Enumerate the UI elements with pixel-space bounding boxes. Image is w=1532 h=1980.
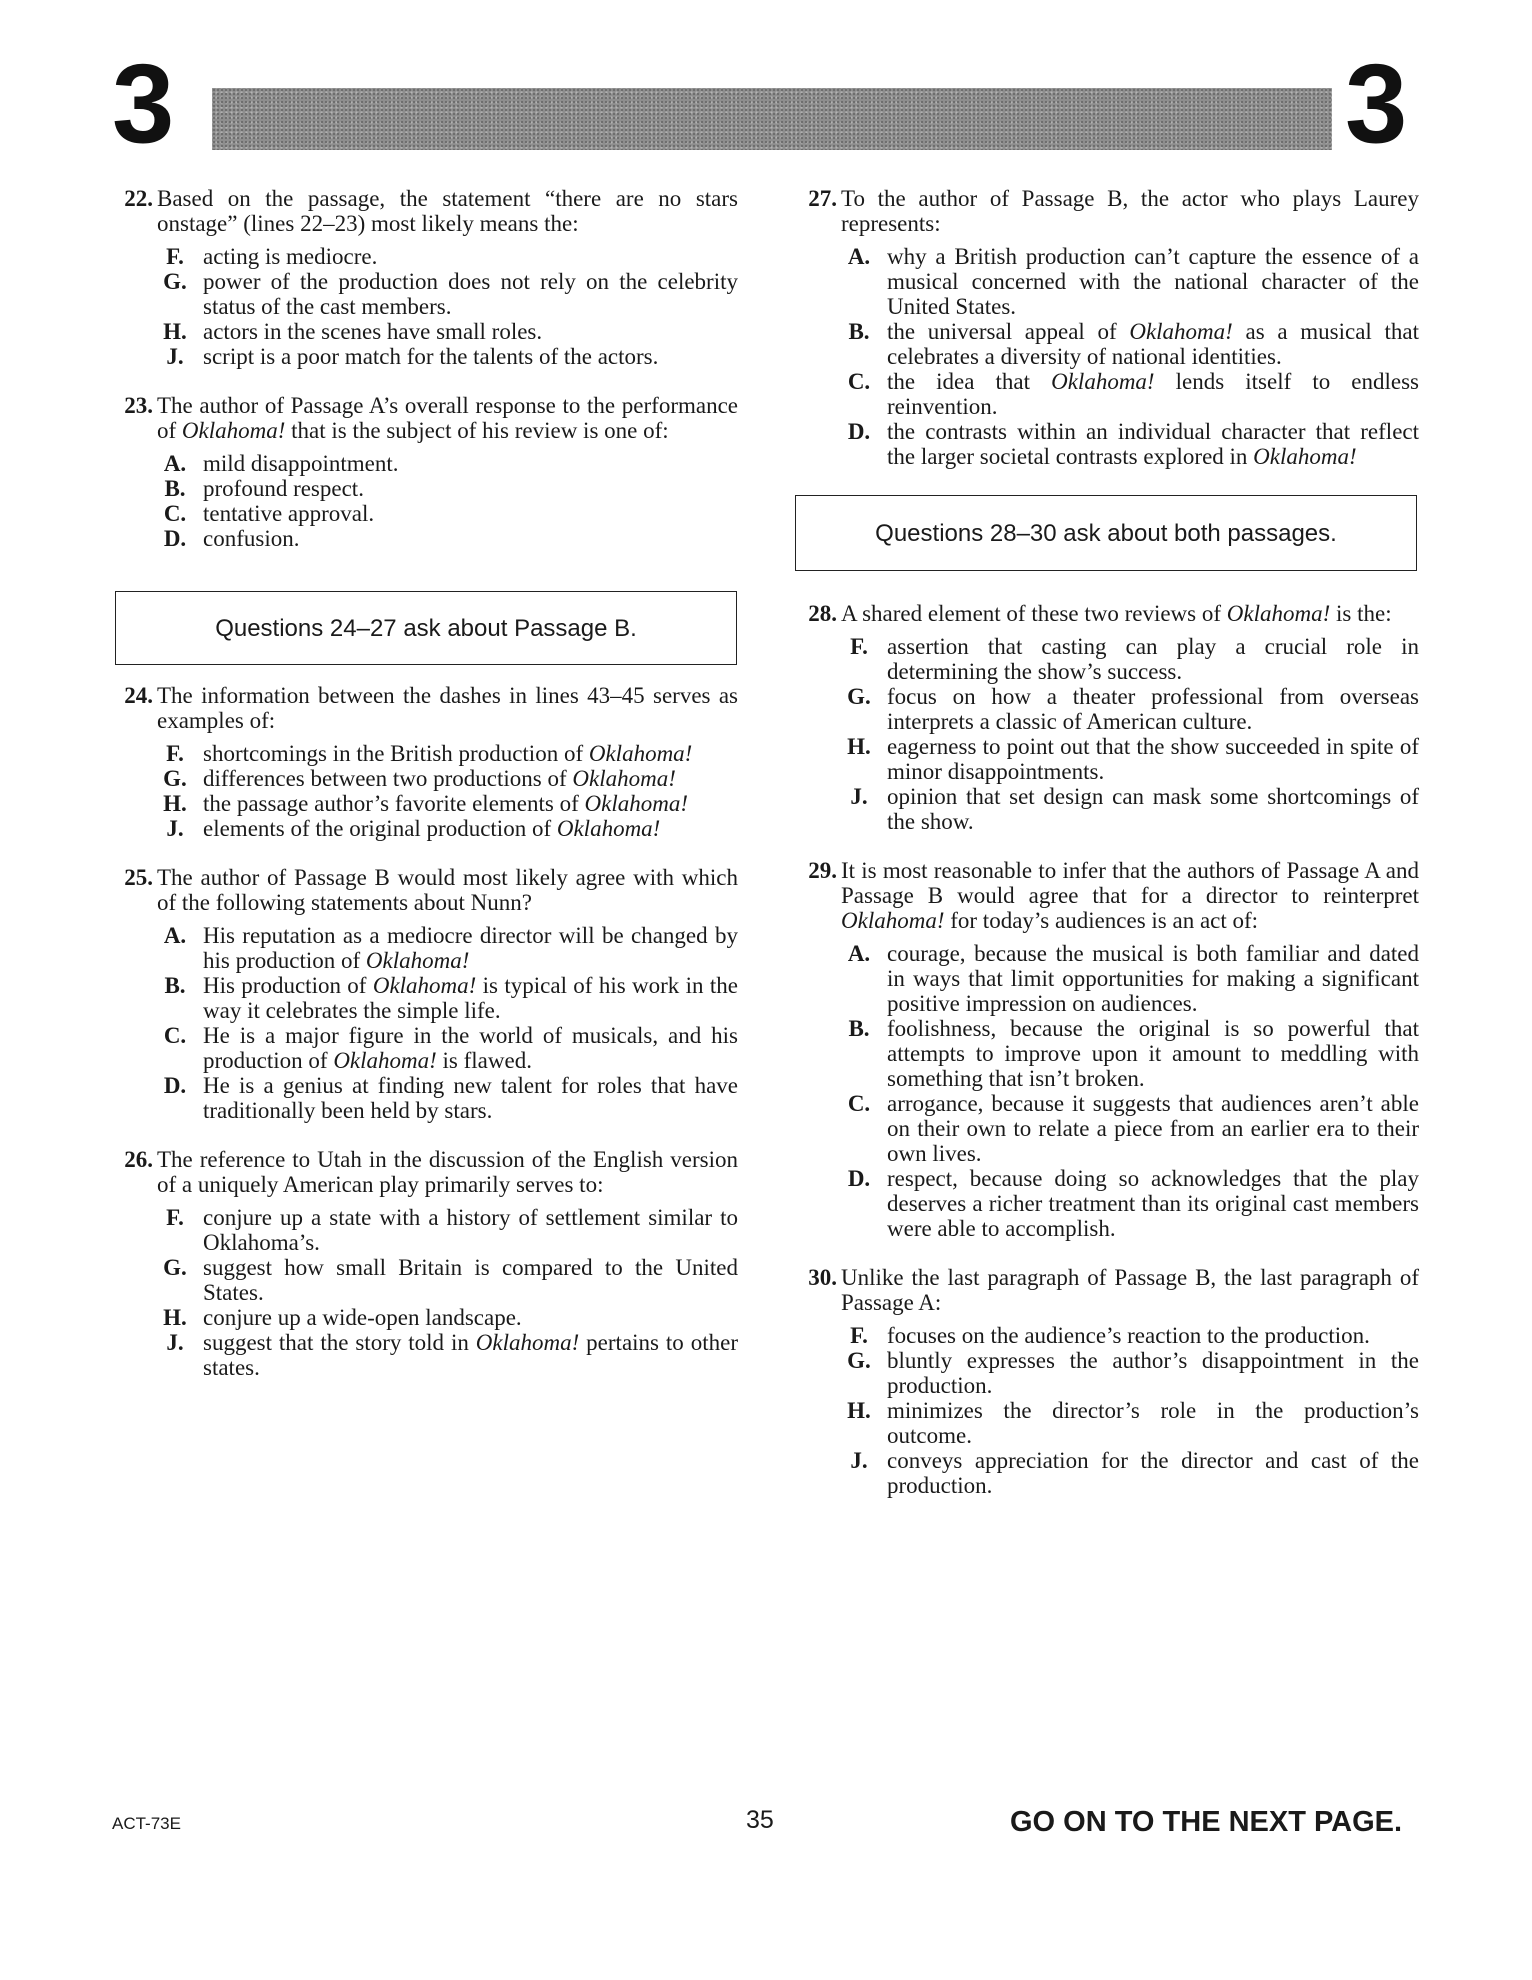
option-letter: A. [847,244,871,269]
answer-option-h[interactable] [157,319,738,344]
question-number: 26. [124,1147,153,1172]
answer-option-h[interactable] [157,1305,738,1330]
option-title: Oklahoma! [588,741,693,766]
question-25 [111,865,738,1123]
option-text: respect, because doing so acknowledges that the play deserves a richer treatment than its original cast members were able to accomplish. [887,1166,1419,1241]
option-text: conveys appreciation for the director and cast of the production. [887,1448,1419,1498]
answer-option-f[interactable] [157,741,738,766]
question-stem: The information between the dashes in lines 43–45 serves as examples of: [157,683,738,733]
option-letter: F. [166,741,184,766]
answer-option-j[interactable] [157,816,738,841]
answer-option-f[interactable] [157,1205,738,1255]
question-number: 23. [124,393,153,418]
question-number: 25. [124,865,153,890]
option-text: He is a genius at finding new talent for roles that have traditionally been held by stars. [203,1073,738,1123]
option-text: He is a major figure in the world of musicals, and his production of [203,1023,738,1073]
answer-option-g[interactable] [157,269,738,319]
answer-option-a[interactable] [157,451,738,476]
option-text: His reputation as a mediocre director will be changed by his production of [203,923,738,973]
option-title: Oklahoma! [556,816,661,841]
question-28 [795,601,1419,834]
option-text: conjure up a state with a history of settlement similar to Oklahoma’s. [203,1205,738,1255]
left-column [111,186,738,1380]
question-27 [795,186,1419,469]
section-number-right: 3 [1345,41,1408,166]
option-letter: J. [850,1448,868,1473]
option-text: why a British production can’t capture the essence of a musical concerned with the national character of the United States. [887,244,1419,319]
answer-option-a[interactable] [841,244,1419,319]
option-letter: J. [166,816,184,841]
option-letter: J. [166,344,184,369]
option-text: the universal appeal of [887,319,1130,344]
both-passages-note: Questions 28–30 ask about both passages. [875,519,1337,547]
answer-option-g[interactable] [157,1255,738,1305]
option-letter: H. [163,319,187,344]
question-number: 29. [808,858,837,883]
option-letter: C. [847,1091,871,1116]
answer-option-g[interactable] [841,1348,1419,1398]
question-number: 28. [808,601,837,626]
section-number-left: 3 [112,41,175,166]
answer-option-h[interactable] [841,1398,1419,1448]
option-letter: A. [847,941,871,966]
option-text: confusion. [203,526,300,551]
option-text: elements of the original production of [203,816,557,841]
option-text: conjure up a wide-open landscape. [203,1305,522,1330]
option-text: opinion that set design can mask some shortcomings of the show. [887,784,1419,834]
answer-option-j[interactable] [157,344,738,369]
question-number: 27. [808,186,837,211]
option-text: the passage author’s favorite elements of [203,791,585,816]
option-title: Oklahoma! [333,1048,437,1073]
option-letter: G. [163,1255,187,1280]
question-stem: To the author of Passage B, the actor who plays Laurey represents: [841,186,1419,236]
option-letter: H. [847,1398,871,1423]
option-letter: F. [850,1323,868,1348]
option-letter: G. [847,684,871,709]
option-text: bluntly expresses the author’s disappointment in the production. [887,1348,1419,1398]
answer-option-g[interactable] [841,684,1419,734]
question-29 [795,858,1419,1241]
option-letter: D. [847,1166,871,1191]
answer-option-d[interactable] [157,526,738,551]
option-letter: C. [847,369,871,394]
answer-option-f[interactable] [841,1323,1419,1348]
option-title: Oklahoma! [1051,369,1155,394]
answer-option-b[interactable]: B. His production of Oklahoma! is typical of his work in the way it celebrates the simple life. [157,973,738,1023]
question-stem: A shared element of these two reviews of Oklahoma! is the: [841,601,1392,626]
right-column [795,186,1419,1498]
option-text: mild disappointment. [203,451,399,476]
question-stem: Unlike the last paragraph of Passage B, the last paragraph of Passage A: [841,1265,1419,1315]
option-letter: H. [163,1305,187,1330]
answer-option-c[interactable] [841,1091,1419,1166]
page-number: 35 [746,1806,774,1834]
option-letter: F. [166,244,184,269]
option-title: Oklahoma! [475,1330,580,1355]
answer-option-d[interactable] [157,1073,738,1123]
option-letter: F. [166,1205,184,1230]
answer-option-b[interactable] [841,1016,1419,1091]
option-text: eagerness to point out that the show succeeded in spite of minor disappointments. [887,734,1419,784]
question-22 [111,186,738,369]
question-23 [111,393,738,551]
option-text: acting is mediocre. [203,244,378,269]
option-text: focuses on the audience’s reaction to the production. [887,1323,1370,1348]
option-text: suggest how small Britain is compared to the United States. [203,1255,738,1305]
question-stem: The author of Passage B would most likely agree with which of the following statements about Nunn? [157,865,738,915]
option-letter: A. [163,451,187,476]
question-number: 24. [124,683,153,708]
answer-option-f[interactable] [841,634,1419,684]
answer-option-d[interactable] [841,1166,1419,1241]
answer-option-j[interactable]: J. suggest that the story told in Oklahoma! pertains to other states. [157,1330,738,1380]
both-passages-note-box [795,495,1417,571]
option-letter: H. [163,791,187,816]
answer-option-h[interactable] [157,791,738,816]
answer-option-g[interactable] [157,766,738,791]
option-letter: J. [166,1330,184,1355]
question-stem: Based on the passage, the statement “there are no stars onstage” (lines 22–23) most likely means the: [157,186,738,236]
option-letter: B. [848,1016,870,1041]
passage-b-note: Questions 24–27 ask about Passage B. [215,614,637,642]
option-text: power of the production does not rely on the celebrity status of the cast members. [203,269,738,319]
option-letter: G. [847,1348,871,1373]
option-letter: C. [163,501,187,526]
answer-option-a[interactable] [841,941,1419,1016]
question-24 [111,683,738,841]
option-text: script is a poor match for the talents of the actors. [203,344,659,369]
answer-option-c[interactable] [157,501,738,526]
question-number: 30. [808,1265,837,1290]
option-letter: F. [850,634,868,659]
answer-option-c[interactable]: C. the idea that Oklahoma! lends itself to endless reinvention. [841,369,1419,419]
option-text: the contrasts within an individual character that reflect the larger societal contrasts explored in [887,419,1419,469]
option-text: profound respect. [203,476,364,501]
option-letter: G. [163,269,187,294]
passage-b-note-box [115,591,737,665]
option-text: shortcomings in the British production of [203,741,589,766]
answer-option-h[interactable] [841,734,1419,784]
answer-option-c[interactable]: C. He is a major figure in the world of musicals, and his production of Oklahoma! is flawed. [157,1023,738,1073]
go-on-next-page: GO ON TO THE NEXT PAGE. [1010,1806,1403,1838]
option-letter: C. [163,1023,187,1048]
option-text: the idea that [887,369,1052,394]
option-title: Oklahoma! [572,766,676,791]
question-stem: The reference to Utah in the discussion of the English version of a uniquely American play primarily serves to: [157,1147,738,1197]
question-26 [111,1147,738,1380]
option-text: arrogance, because it suggests that audiences aren’t able on their own to relate a piece from an earlier era to their own lives. [887,1091,1419,1166]
question-stem: The author of Passage A’s overall response to the performance of Oklahoma! that is the subject of his review is one of: [157,393,738,443]
option-text: courage, because the musical is both familiar and dated in ways that limit opportunities for making a significant positive impression on audiences. [887,941,1419,1016]
option-letter: D. [163,526,187,551]
option-text: His production of [203,973,373,998]
option-text: suggest that the story told in [203,1330,476,1355]
question-stem: It is most reasonable to infer that the authors of Passage A and Passage B would agree that for a director to reinterpret Oklahoma! for today’s audiences is an act of: [841,858,1419,933]
option-text: tentative approval. [203,501,375,526]
option-letter: D. [847,419,871,444]
answer-option-j[interactable] [841,1448,1419,1498]
option-title: Oklahoma! [1253,444,1357,469]
option-letter: B. [164,476,186,501]
option-letter: A. [163,923,187,948]
answer-option-f[interactable] [157,244,738,269]
option-title: Oklahoma! [372,973,477,998]
option-text: actors in the scenes have small roles. [203,319,543,344]
option-letter: J. [850,784,868,809]
option-title: Oklahoma! [1129,319,1233,344]
section-header-band [212,88,1332,150]
option-text: differences between two productions of [203,766,573,791]
option-letter: D. [163,1073,187,1098]
answer-option-d[interactable] [841,419,1419,469]
option-text: focus on how a theater professional from overseas interprets a classic of American culture. [887,684,1419,734]
option-text: assertion that casting can play a crucial role in determining the show’s success. [887,634,1419,684]
option-text: foolishness, because the original is so powerful that attempts to improve upon it amount to meddling with something that isn’t broken. [887,1016,1419,1091]
option-title: Oklahoma! [365,948,470,973]
option-letter: B. [848,319,870,344]
question-30 [795,1265,1419,1498]
answer-option-b[interactable] [157,476,738,501]
answer-option-j[interactable] [841,784,1419,834]
answer-option-b[interactable]: B. the universal appeal of Oklahoma! as a musical that celebrates a diversity of national identities. [841,319,1419,369]
option-letter: G. [163,766,187,791]
option-text: minimizes the director’s role in the production’s outcome. [887,1398,1419,1448]
form-code: ACT-73E [112,1814,181,1833]
option-letter: B. [164,973,186,998]
question-number: 22. [124,186,153,211]
option-title: Oklahoma! [584,791,688,816]
option-letter: H. [847,734,871,759]
answer-option-a[interactable] [157,923,738,973]
